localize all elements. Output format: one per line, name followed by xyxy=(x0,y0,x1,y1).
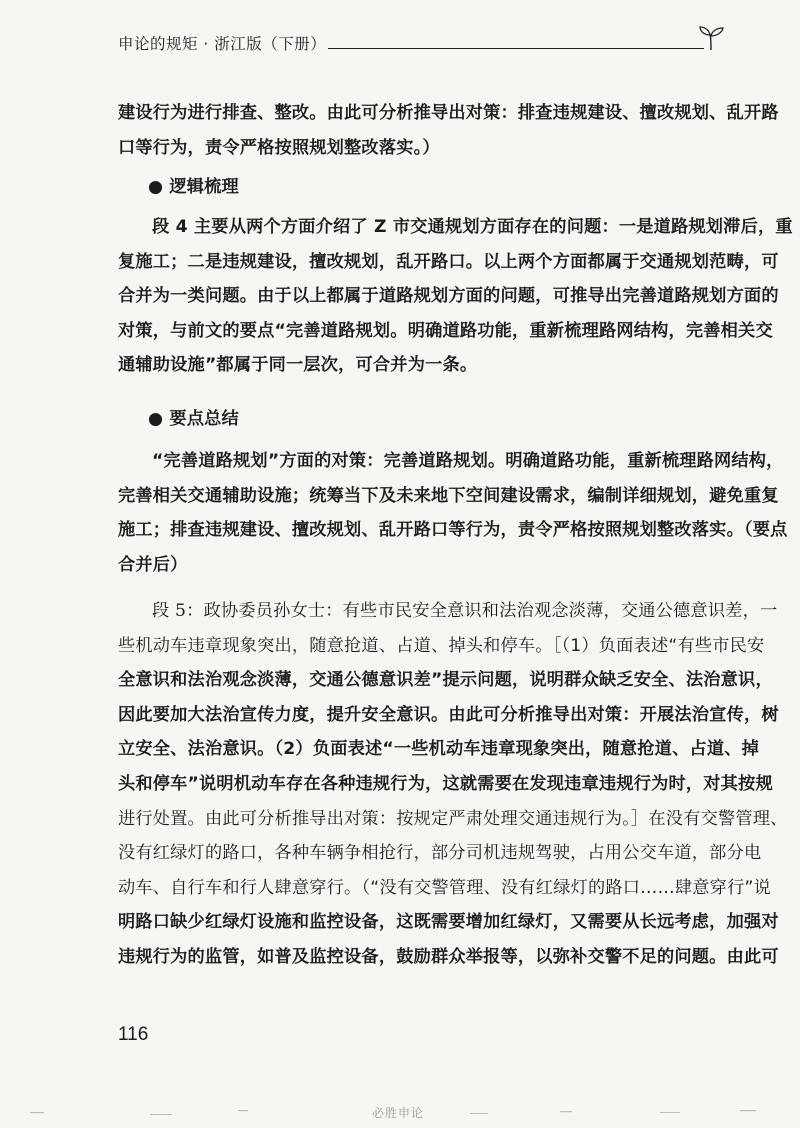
text-line: 段 5：政协委员孙女士：有些市民安全意识和法治观念淡薄，交通公德意识差，一 xyxy=(152,601,778,621)
text-line: “完善道路规划”方面的对策：完善道路规划。明确道路功能，重新梳理路网结构， xyxy=(152,451,784,471)
text-line: 违规行为的监管，如普及监控设备，鼓励群众举报等，以弥补交警不足的问题。由此可 xyxy=(118,946,779,967)
running-header xyxy=(118,28,718,58)
text-line: 动车、自行车和行人肆意穿行。（“没有交警管理、没有红绿灯的路口……肆意穿行”说 xyxy=(118,877,771,898)
text-line: 合并为一类问题。由于以上都属于道路规划方面的问题，可推导出完善道路规划方面的 xyxy=(118,286,779,307)
text-line: 全意识和法治观念淡薄，交通公德意识差”提示问题，说明群众缺乏安全、法治意识， xyxy=(118,670,773,691)
text-line: 段 4 主要从两个方面介绍了 Z 市交通规划方面存在的问题：一是道路规划滞后，重 xyxy=(152,217,793,237)
para-section-5 xyxy=(118,594,788,975)
heading-logic: ● 逻辑梳理 xyxy=(148,177,239,197)
heading-summary: ● 要点总结 xyxy=(148,409,239,429)
text-line: 建设行为进行排查、整改。由此可分析推导出对策：排查违规建设、擅改规划、乱开路 xyxy=(118,103,779,123)
text-line: 合并后） xyxy=(118,554,188,575)
para-logic xyxy=(118,210,793,383)
header-rule xyxy=(328,48,704,49)
text-line: 施工；排查违规建设、擅改规划、乱开路口等行为，责令严格按照规划整改落实。（要点 xyxy=(118,520,788,541)
text-line: 些机动车违章现象突出，随意抢道、占道、掉头和停车。［（1）负面表述“有些市民安 xyxy=(118,635,765,656)
text-line: 对策，与前文的要点“完善道路规划。明确道路功能，重新梳理路网结构，完善相关交 xyxy=(118,320,773,341)
book-title: 申论的规矩 · 浙江版（下册） xyxy=(118,35,327,53)
section-heading-summary xyxy=(118,402,712,437)
sprout-icon xyxy=(696,22,726,52)
text-line: 通辅助设施”都属于同一层次，可合并为一条。 xyxy=(118,355,478,376)
para-top-continuation xyxy=(118,96,779,165)
text-line: 口等行为，责令严格按照规划整改落实。） xyxy=(118,137,440,158)
page-number: 116 xyxy=(118,1024,149,1045)
scan-watermark: 必胜申论 xyxy=(372,1106,425,1120)
text-line: 完善相关交通辅助设施；统筹当下及未来地下空间建设需求，编制详细规划，避免重复 xyxy=(118,485,779,506)
text-line: 进行处置。由此可分析推导出对策：按规定严肃处理交通违规行为。］在没有交警管理、 xyxy=(118,808,788,829)
text-line: 因此要加大法治宣传力度，提升安全意识。由此可分析推导出对策：开展法治宣传，树 xyxy=(118,704,779,725)
section-heading-logic xyxy=(118,170,712,205)
para-summary xyxy=(118,444,788,582)
text-line: 没有红绿灯的路口，各种车辆争相抢行，部分司机违规驾驶，占用公交车道，部分电 xyxy=(118,843,762,864)
text-line: 明路口缺少红绿灯设施和监控设备，这既需要增加红绿灯，又需要从长远考虑，加强对 xyxy=(118,912,779,933)
text-line: 立安全、法治意识。（2）负面表述“一些机动车违章现象突出，随意抢道、占道、掉 xyxy=(118,739,760,760)
text-line: 头和停车”说明机动车存在各种违规行为，这就需要在发现违章违规行为时，对其按规 xyxy=(118,773,773,794)
text-line: 复施工；二是违规建设，擅改规划，乱开路口。以上两个方面都属于交通规划范畴，可 xyxy=(118,251,779,272)
